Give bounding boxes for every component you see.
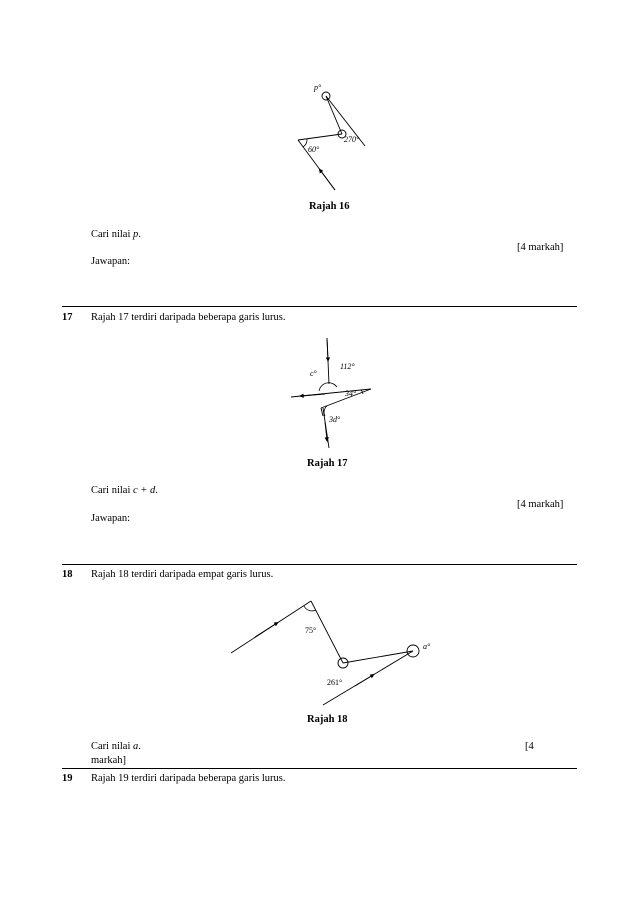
- label-270: 270°: [344, 135, 360, 144]
- question-17-var: c + d: [133, 485, 156, 496]
- question-16-suffix: .: [138, 229, 141, 240]
- label-261: 261°: [327, 678, 343, 687]
- question-19-intro: Rajah 19 terdiri daripada beberapa garis lurus.: [91, 773, 286, 784]
- diagram-16: [280, 78, 380, 198]
- answer-label-16: Jawapan:: [91, 256, 131, 267]
- label-p: p°: [314, 83, 322, 92]
- marks-18-line2: markah]: [91, 755, 126, 766]
- question-16-text: [91, 229, 141, 240]
- question-17-prefix: Cari nilai: [91, 485, 133, 496]
- angle-arc-c: [319, 383, 337, 391]
- question-17-number: 17: [62, 312, 73, 323]
- arrow-incoming: [255, 623, 277, 637]
- angle-arc-left: [303, 139, 307, 147]
- arrow-down-top: [327, 338, 328, 360]
- arrow-outgoing: [355, 675, 373, 686]
- question-16-prefix: Cari nilai: [91, 229, 133, 240]
- divider-16-17: [62, 306, 577, 307]
- angle-arc-3d: [324, 406, 327, 416]
- question-18-intro: Rajah 18 terdiri daripada empat garis lurus.: [91, 569, 274, 580]
- label-3d: 3d°: [329, 415, 341, 424]
- line-lower-left: [321, 408, 323, 416]
- question-18-suffix: .: [138, 741, 141, 752]
- question-17-text: [91, 485, 158, 496]
- label-34: 34°: [345, 389, 357, 398]
- question-18-text: [91, 741, 141, 752]
- answer-label-17: Jawapan:: [91, 513, 131, 524]
- line-left-upper: [298, 134, 342, 140]
- question-17-intro: Rajah 17 terdiri daripada beberapa garis lurus.: [91, 312, 286, 323]
- question-16-var: p: [133, 229, 139, 240]
- divider-17-18: [62, 564, 577, 565]
- marks-16: [4 markah]: [517, 242, 564, 253]
- angle-arc-34: [361, 390, 363, 394]
- question-17-suffix: .: [155, 485, 158, 496]
- label-a: a°: [423, 642, 431, 651]
- label-75: 75°: [305, 626, 317, 635]
- marks-17: [4 markah]: [517, 499, 564, 510]
- caption-16: Rajah 16: [309, 201, 350, 212]
- marks-18-line1: [4: [525, 741, 534, 752]
- label-c: c°: [310, 369, 317, 378]
- diagram-17: [285, 336, 380, 451]
- label-60: 60°: [308, 145, 320, 154]
- question-19-number: 19: [62, 773, 73, 784]
- question-18-var: a: [133, 741, 139, 752]
- caption-18: Rajah 18: [307, 714, 348, 725]
- label-112: 112°: [340, 362, 355, 371]
- question-18-number: 18: [62, 569, 73, 580]
- arrow-up-16: [320, 170, 335, 190]
- divider-18-19: [62, 768, 577, 769]
- diagram-18: [225, 593, 445, 713]
- line-diag-1: [326, 96, 342, 134]
- question-18-prefix: Cari nilai: [91, 741, 133, 752]
- arrow-left-upper: [301, 394, 325, 396]
- caption-17: Rajah 17: [307, 458, 348, 469]
